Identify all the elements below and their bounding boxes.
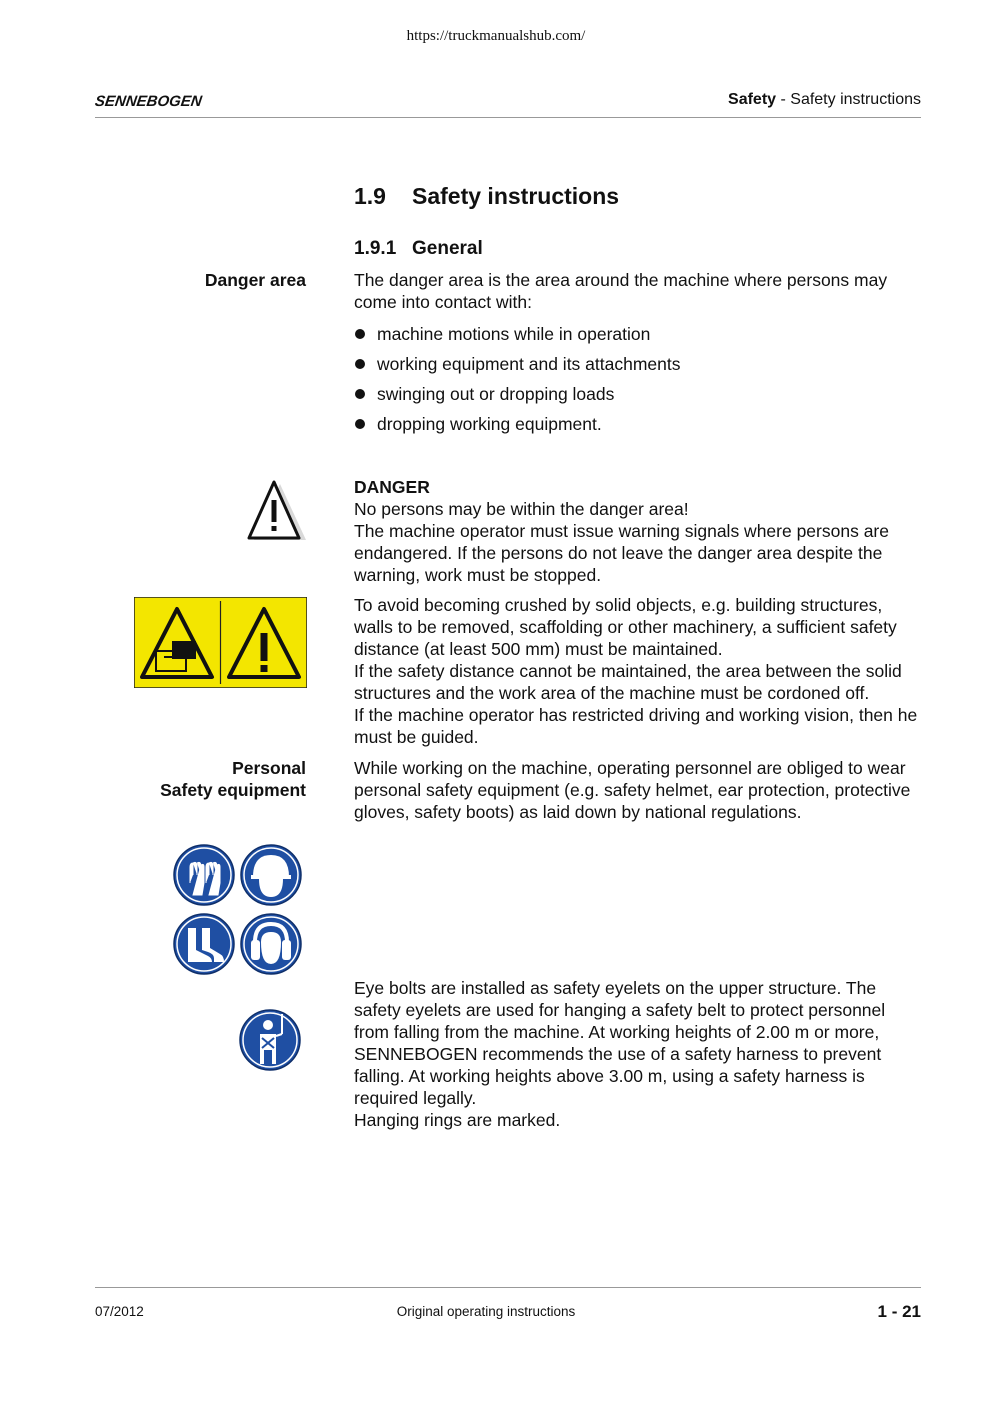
heading-1-title: Safety instructions <box>412 183 620 209</box>
danger-notice <box>354 476 924 586</box>
heading-2 <box>354 238 483 260</box>
danger-title: DANGER <box>354 477 430 497</box>
safety-boots-icon <box>172 912 236 976</box>
heading-1 <box>354 183 619 210</box>
side-label-safety-equipment: Safety equipment <box>160 780 306 800</box>
footer-date: 07/2012 <box>95 1304 144 1319</box>
danger-line-1: No persons may be within the danger area! <box>354 499 689 519</box>
crush-paragraph-3: If the machine operator has restricted driving and working vision, then he must be guided. <box>354 705 918 747</box>
crush-paragraph-1: To avoid becoming crushed by solid objects, e.g. building structures, walls to be removed, scaffolding or other machinery, a sufficient safety distance (at least 500 mm) must be maintained. <box>354 595 897 659</box>
header-rule <box>95 117 921 118</box>
sennebogen-logo: SENNEBOGEN <box>93 93 203 110</box>
eye-bolts-text <box>354 977 924 1131</box>
gloves-icon <box>172 843 236 907</box>
heading-1-number: 1.9 <box>354 183 386 209</box>
crush-text <box>354 594 924 748</box>
heading-2-number: 1.9.1 <box>354 238 397 259</box>
heading-2-title: General <box>412 238 483 259</box>
crushing-hazard-sign-icon <box>134 597 307 688</box>
list-item: working equipment and its attachments <box>354 353 681 383</box>
danger-area-intro: The danger area is the area around the machine where persons may come into contact with: <box>354 270 888 312</box>
ear-protection-icon <box>239 912 303 976</box>
footer-rule <box>95 1287 921 1288</box>
top-url[interactable]: https://truckmanualshub.com/ <box>406 28 586 44</box>
side-label-personal: Personal <box>232 758 306 778</box>
header-subsection: - Safety instructions <box>776 91 921 108</box>
danger-line-2: The machine operator must issue warning signals where persons are endangered. If the persons do not leave the danger area despite the warning, work must be stopped. <box>354 521 889 585</box>
running-header <box>728 91 921 109</box>
hanging-rings-line: Hanging rings are marked. <box>354 1110 561 1130</box>
header-section: Safety <box>728 91 777 108</box>
warning-triangle-icon <box>246 478 308 544</box>
crush-paragraph-2: If the safety distance cannot be maintained, the area between the solid structures and the work area of the machine must be cordoned off. <box>354 661 902 703</box>
safety-harness-icon <box>238 1008 302 1072</box>
page-number: 1 - 21 <box>877 1302 921 1321</box>
footer-title: Original operating instructions <box>396 1304 576 1319</box>
list-item: machine motions while in operation <box>354 323 681 353</box>
helmet-icon <box>239 843 303 907</box>
danger-area-list <box>354 323 681 443</box>
side-label-personal-safety <box>160 757 306 801</box>
list-item: swinging out or dropping loads <box>354 383 681 413</box>
list-item: dropping working equipment. <box>354 413 681 443</box>
personal-equipment-text: While working on the machine, operating personnel are obliged to wear personal safety equipment (e.g. safety helmet, ear protection, protective gloves, safety boots) as laid down by national regulations. <box>354 758 911 822</box>
eye-bolts-paragraph: Eye bolts are installed as safety eyelets on the upper structure. The safety eyelets are used for hanging a safety belt to protect personnel from falling from the machine. At working heights of 2.00 m or more, SENNEBOGEN recommends the use of a safety harness to prevent falling. At working heights above 3.00 m, using a safety harness is required legally. <box>354 978 886 1108</box>
side-label-danger-area: Danger area <box>204 270 306 290</box>
